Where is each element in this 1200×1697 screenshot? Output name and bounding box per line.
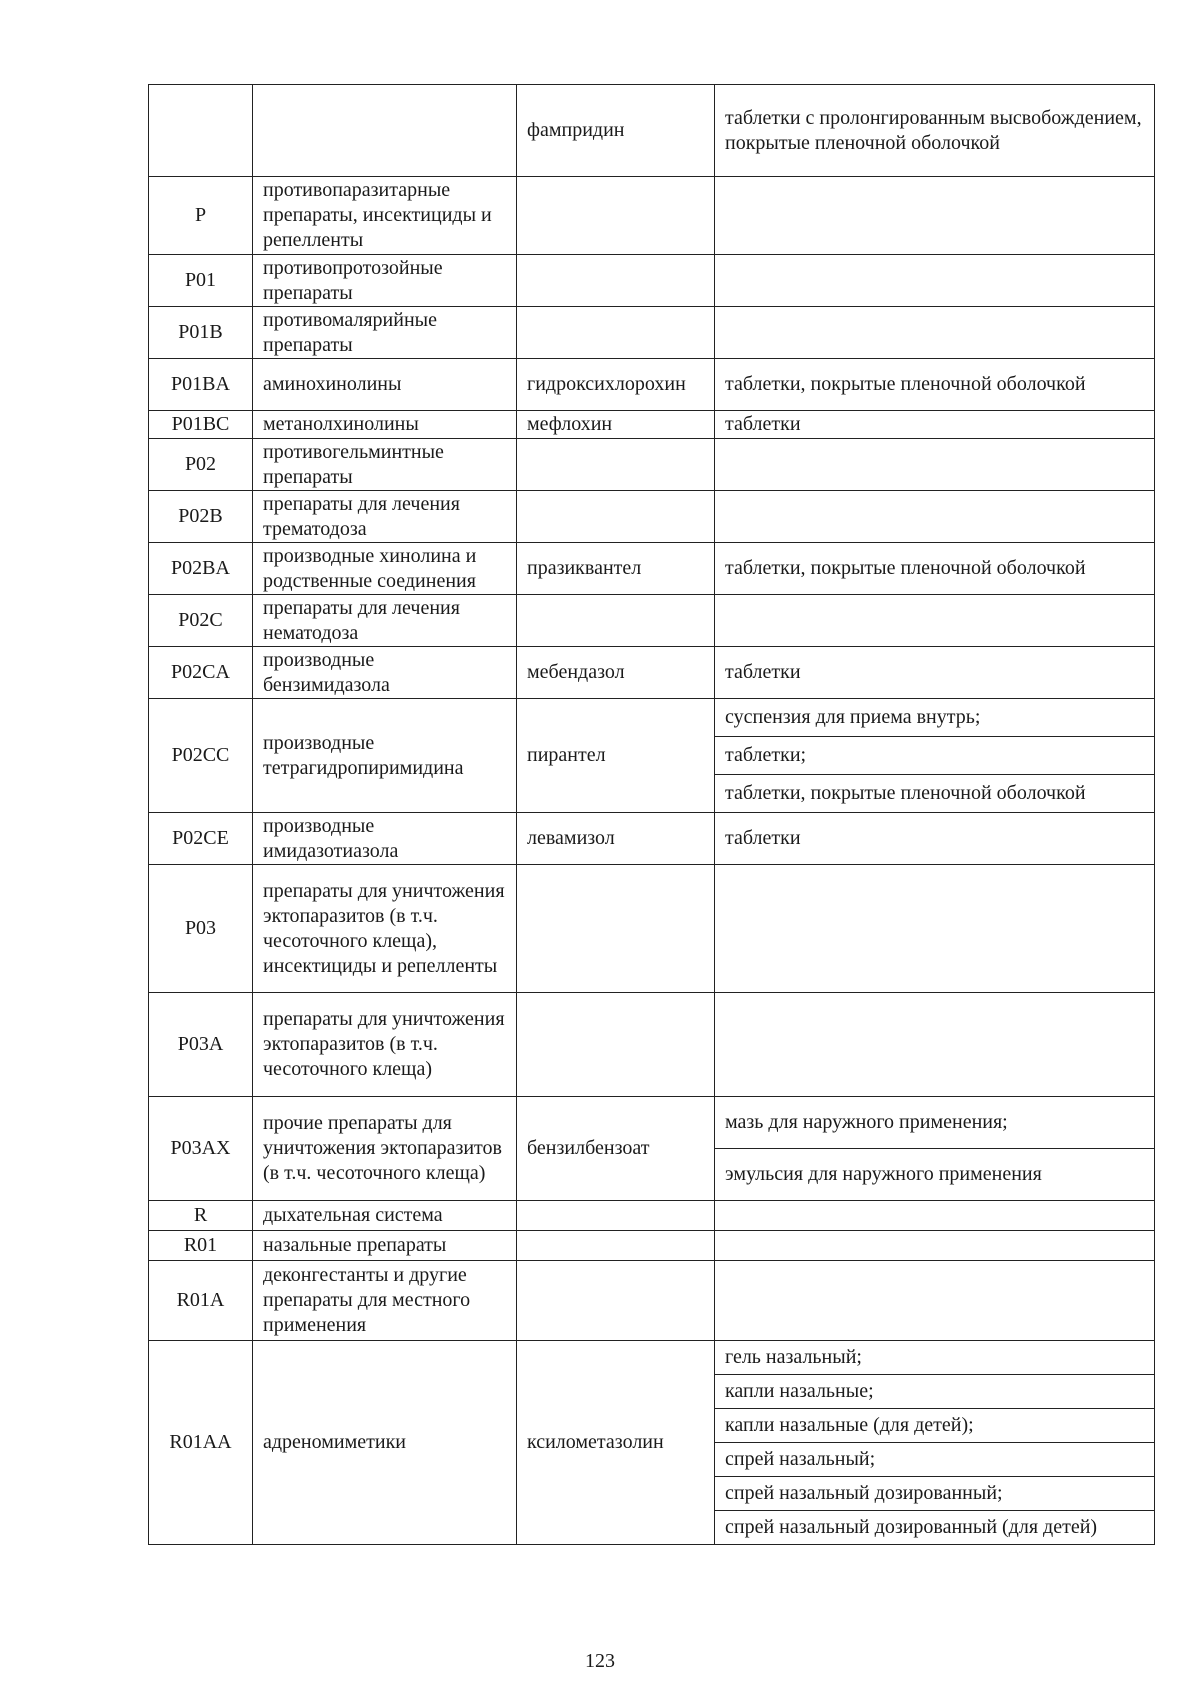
dosage-form-list xyxy=(715,595,1154,646)
substance-cell xyxy=(517,595,715,647)
table-row xyxy=(149,359,1155,411)
dosage-form-cell xyxy=(715,813,1155,865)
dosage-form-item xyxy=(715,774,1154,812)
dosage-form-item xyxy=(715,993,1154,1096)
atc-code-cell: P02C xyxy=(149,595,253,647)
dosage-form-item xyxy=(715,813,1154,864)
dosage-form-list xyxy=(715,359,1154,410)
group-name-cell: препараты для уничтожения эктопаразитов (в т.ч. чесоточного клеща) xyxy=(253,993,517,1097)
dosage-form-item xyxy=(715,1476,1154,1510)
dosage-form-text: спрей назальный; xyxy=(725,1448,876,1470)
dosage-form-text: таблетки, покрытые пленочной оболочкой xyxy=(725,373,1086,395)
atc-code-cell: P01BC xyxy=(149,411,253,439)
substance-cell xyxy=(517,1231,715,1261)
dosage-form-cell xyxy=(715,307,1155,359)
substance-cell xyxy=(517,307,715,359)
group-name-cell: противогельминтные препараты xyxy=(253,439,517,491)
substance-cell xyxy=(517,1261,715,1341)
table-row xyxy=(149,255,1155,307)
dosage-form-cell xyxy=(715,85,1155,177)
atc-code-cell: R01A xyxy=(149,1261,253,1341)
dosage-form-cell xyxy=(715,1341,1155,1545)
dosage-form-item xyxy=(715,439,1154,490)
group-name-cell: противопаразитарные препараты, инсектициды и репелленты xyxy=(253,177,517,255)
table-row xyxy=(149,699,1155,813)
table-row xyxy=(149,439,1155,491)
substance-cell: гидроксихлорохин xyxy=(517,359,715,411)
dosage-form-cell xyxy=(715,439,1155,491)
substance-cell: мефлохин xyxy=(517,411,715,439)
table-row xyxy=(149,1341,1155,1545)
table-body xyxy=(149,85,1155,1545)
group-name-cell: производные бензимидазола xyxy=(253,647,517,699)
dosage-form-item xyxy=(715,1231,1154,1260)
table-row xyxy=(149,1261,1155,1341)
dosage-form-list xyxy=(715,255,1154,306)
table-row xyxy=(149,1231,1155,1261)
dosage-form-item xyxy=(715,491,1154,542)
dosage-form-item xyxy=(715,1261,1154,1340)
dosage-form-list xyxy=(715,1201,1154,1230)
table-row xyxy=(149,307,1155,359)
dosage-form-item xyxy=(715,1097,1154,1148)
dosage-form-text: капли назальные (для детей); xyxy=(725,1414,974,1436)
dosage-form-text: таблетки xyxy=(725,661,801,683)
dosage-form-text: гель назальный; xyxy=(725,1346,862,1368)
group-name-cell: назальные препараты xyxy=(253,1231,517,1261)
substance-cell: бензилбензоат xyxy=(517,1097,715,1201)
substance-cell xyxy=(517,865,715,993)
atc-code-cell: P xyxy=(149,177,253,255)
dosage-form-list xyxy=(715,1097,1154,1200)
dosage-form-cell xyxy=(715,699,1155,813)
dosage-form-list xyxy=(715,85,1154,176)
substance-cell xyxy=(517,177,715,255)
table-row xyxy=(149,865,1155,993)
dosage-form-list xyxy=(715,491,1154,542)
substance-cell xyxy=(517,439,715,491)
substance-cell: левамизол xyxy=(517,813,715,865)
dosage-form-item xyxy=(715,1374,1154,1408)
atc-code-cell: P02BA xyxy=(149,543,253,595)
dosage-form-list xyxy=(715,647,1154,698)
dosage-form-cell xyxy=(715,1201,1155,1231)
group-name-cell: адреномиметики xyxy=(253,1341,517,1545)
atc-code-cell: R01AA xyxy=(149,1341,253,1545)
group-name-cell: производные тетрагидропиримидина xyxy=(253,699,517,813)
atc-code-cell: P02CA xyxy=(149,647,253,699)
table-row xyxy=(149,411,1155,439)
dosage-form-text: таблетки; xyxy=(725,744,807,766)
dosage-form-list xyxy=(715,699,1154,812)
drug-classification-table xyxy=(148,84,1155,1545)
dosage-form-item xyxy=(715,1148,1154,1200)
atc-code-cell: P02CC xyxy=(149,699,253,813)
dosage-form-item xyxy=(715,85,1154,176)
atc-code-cell xyxy=(149,85,253,177)
dosage-form-item xyxy=(715,647,1154,698)
dosage-form-text: таблетки, покрытые пленочной оболочкой xyxy=(725,782,1086,804)
group-name-cell: препараты для лечения трематодоза xyxy=(253,491,517,543)
dosage-form-item xyxy=(715,359,1154,410)
substance-cell: мебендазол xyxy=(517,647,715,699)
dosage-form-cell xyxy=(715,595,1155,647)
table-row xyxy=(149,491,1155,543)
group-name-cell: противомалярийные препараты xyxy=(253,307,517,359)
group-name-cell: производные имидазотиазола xyxy=(253,813,517,865)
substance-cell: ксилометазолин xyxy=(517,1341,715,1545)
page-number: 123 xyxy=(585,1650,615,1672)
dosage-form-item xyxy=(715,865,1154,992)
dosage-form-list xyxy=(715,1261,1154,1340)
dosage-form-cell xyxy=(715,1231,1155,1261)
dosage-form-item xyxy=(715,1442,1154,1476)
dosage-form-list xyxy=(715,439,1154,490)
dosage-form-list xyxy=(715,865,1154,992)
dosage-form-cell xyxy=(715,491,1155,543)
dosage-form-cell xyxy=(715,993,1155,1097)
group-name-cell: производные хинолина и родственные соединения xyxy=(253,543,517,595)
dosage-form-list xyxy=(715,1231,1154,1260)
dosage-form-text: суспензия для приема внутрь; xyxy=(725,706,981,728)
table-row xyxy=(149,813,1155,865)
dosage-form-item xyxy=(715,1201,1154,1230)
dosage-form-cell xyxy=(715,543,1155,595)
dosage-form-text: таблетки с пролонгированным высвобождением, покрытые пленочной оболочкой xyxy=(725,106,1142,154)
atc-code-cell: P02B xyxy=(149,491,253,543)
dosage-form-text: эмульсия для наружного применения xyxy=(725,1163,1042,1185)
atc-code-cell: P03 xyxy=(149,865,253,993)
dosage-form-text: капли назальные; xyxy=(725,1380,874,1402)
dosage-form-cell xyxy=(715,865,1155,993)
group-name-cell: дыхательная система xyxy=(253,1201,517,1231)
atc-code-cell: P02CE xyxy=(149,813,253,865)
atc-code-cell: P03A xyxy=(149,993,253,1097)
dosage-form-item xyxy=(715,255,1154,306)
dosage-form-text: таблетки xyxy=(725,413,801,435)
atc-code-cell: P01BA xyxy=(149,359,253,411)
dosage-form-cell xyxy=(715,359,1155,411)
dosage-form-item xyxy=(715,177,1154,254)
dosage-form-cell xyxy=(715,255,1155,307)
group-name-cell: деконгестанты и другие препараты для местного применения xyxy=(253,1261,517,1341)
dosage-form-list xyxy=(715,543,1154,594)
table-row xyxy=(149,993,1155,1097)
dosage-form-text: спрей назальный дозированный; xyxy=(725,1482,1003,1504)
group-name-cell: противопротозойные препараты xyxy=(253,255,517,307)
dosage-form-item xyxy=(715,736,1154,774)
dosage-form-item xyxy=(715,595,1154,646)
atc-code-cell: R xyxy=(149,1201,253,1231)
dosage-form-list xyxy=(715,993,1154,1096)
atc-code-cell: P03AX xyxy=(149,1097,253,1201)
group-name-cell: препараты для лечения нематодоза xyxy=(253,595,517,647)
dosage-form-cell xyxy=(715,1097,1155,1201)
dosage-form-item xyxy=(715,699,1154,736)
dosage-form-item xyxy=(715,543,1154,594)
dosage-form-text: таблетки, покрытые пленочной оболочкой xyxy=(725,557,1086,579)
group-name-cell: метанолхинолины xyxy=(253,411,517,439)
dosage-form-cell xyxy=(715,411,1155,439)
table-row xyxy=(149,1097,1155,1201)
atc-code-cell: P01 xyxy=(149,255,253,307)
substance-cell xyxy=(517,1201,715,1231)
dosage-form-item xyxy=(715,411,1154,438)
dosage-form-item xyxy=(715,1510,1154,1544)
dosage-form-cell xyxy=(715,177,1155,255)
dosage-form-item xyxy=(715,1408,1154,1442)
atc-code-cell: P01B xyxy=(149,307,253,359)
dosage-form-list xyxy=(715,411,1154,438)
dosage-form-item xyxy=(715,307,1154,358)
dosage-form-text: таблетки xyxy=(725,827,801,849)
substance-cell xyxy=(517,993,715,1097)
substance-cell: пирантел xyxy=(517,699,715,813)
dosage-form-list xyxy=(715,177,1154,254)
dosage-form-cell xyxy=(715,647,1155,699)
dosage-form-list xyxy=(715,813,1154,864)
document-page xyxy=(148,84,1154,1545)
dosage-form-cell xyxy=(715,1261,1155,1341)
dosage-form-item xyxy=(715,1341,1154,1374)
atc-code-cell: P02 xyxy=(149,439,253,491)
table-row xyxy=(149,177,1155,255)
substance-cell: празиквантел xyxy=(517,543,715,595)
dosage-form-list xyxy=(715,307,1154,358)
group-name-cell xyxy=(253,85,517,177)
table-row xyxy=(149,1201,1155,1231)
dosage-form-text: спрей назальный дозированный (для детей) xyxy=(725,1516,1098,1538)
table-row xyxy=(149,85,1155,177)
table-row xyxy=(149,647,1155,699)
group-name-cell: прочие препараты для уничтожения эктопаразитов (в т.ч. чесоточного клеща) xyxy=(253,1097,517,1201)
substance-cell xyxy=(517,491,715,543)
table-row xyxy=(149,543,1155,595)
dosage-form-list xyxy=(715,1341,1154,1544)
dosage-form-text: мазь для наружного применения; xyxy=(725,1111,1008,1133)
atc-code-cell: R01 xyxy=(149,1231,253,1261)
table-row xyxy=(149,595,1155,647)
substance-cell: фампридин xyxy=(517,85,715,177)
group-name-cell: препараты для уничтожения эктопаразитов (в т.ч. чесоточного клеща), инсектициды и репелленты xyxy=(253,865,517,993)
substance-cell xyxy=(517,255,715,307)
group-name-cell: аминохинолины xyxy=(253,359,517,411)
